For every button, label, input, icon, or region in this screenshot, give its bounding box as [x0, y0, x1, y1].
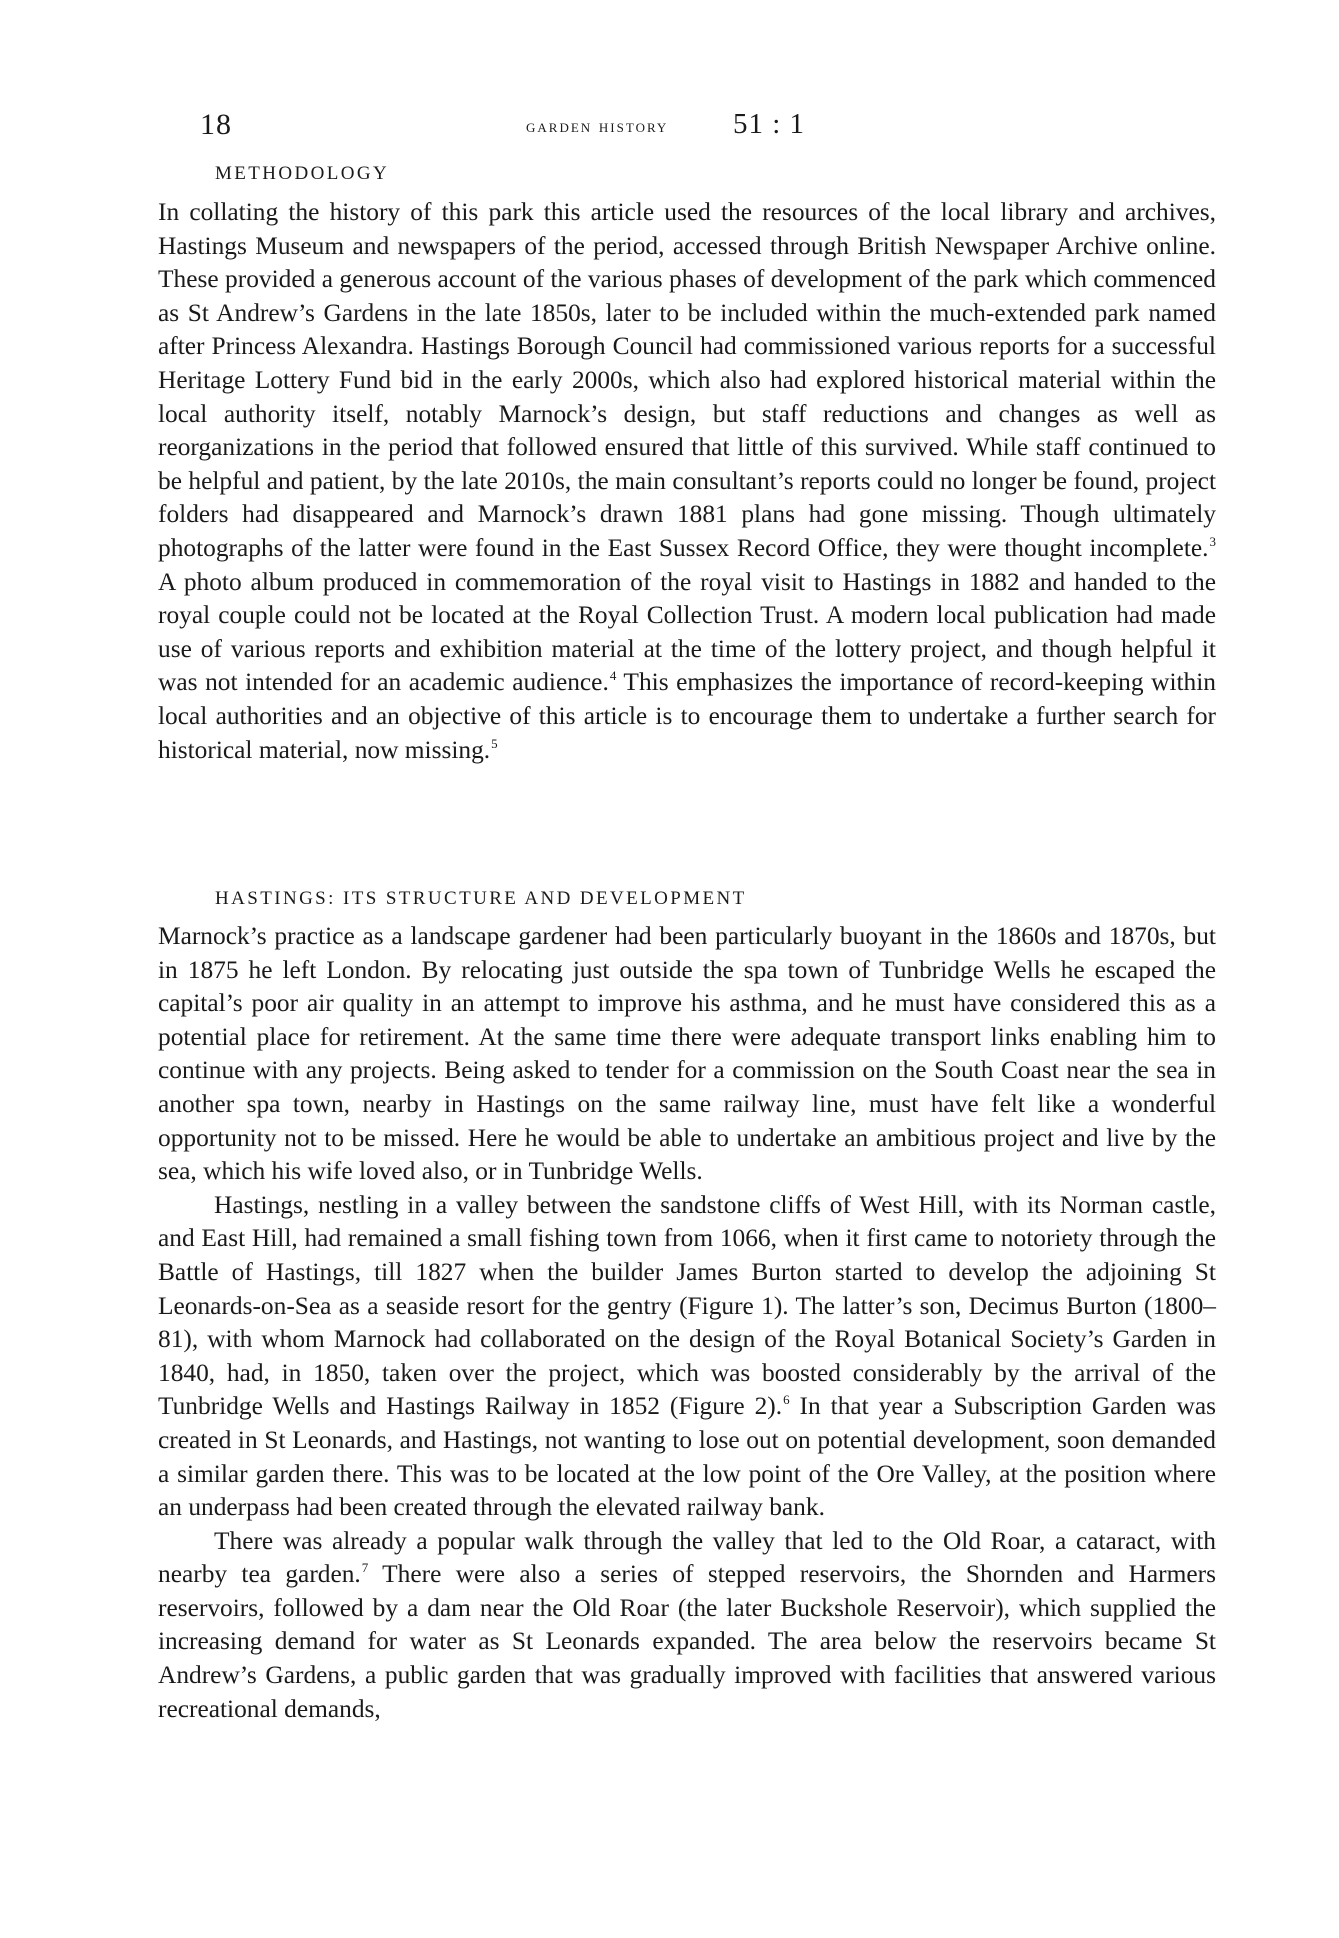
paragraph	[158, 1189, 1216, 1525]
section-heading-methodology: METHODOLOGY	[215, 163, 390, 184]
footnote-ref[interactable]: 3	[1209, 533, 1216, 549]
hastings-body	[158, 920, 1216, 1726]
page-number: 18	[200, 108, 232, 141]
text-run: There were also a series of stepped reservoirs, the Shornden and Harmers reservoirs, followed by a dam near the Old Roar (the later Buckshole Reservoir), which supplied the increasing demand for water as St Leonards expanded. The area below the reservoirs became St Andrew’s Gardens, a public garden that was gradually improved with facilities that answered various recreational demands,	[158, 1560, 1216, 1723]
text-run: In that year a Subscription Garden was created in St Leonards, and Hastings, not wanting to lose out on potential development, soon demanded a similar garden there. This was to be located at the low point of the Ore Valley, at the position where an underpass had been created through the elevated railway bank.	[158, 1392, 1216, 1522]
footnote-ref[interactable]: 6	[783, 1392, 790, 1408]
text-run: A photo album produced in commemoration of the royal visit to Hastings in 1882 and handed to the royal couple could not be located at the Royal Collection Trust. A modern local publication had made use of various reports and exhibition material at the time of the lottery project, and though helpful it was not intended for an academic audience.	[158, 567, 1216, 697]
text-run: In collating the history of this park this article used the resources of the local library and archives, Hastings Museum and newspapers of the period, accessed through British Newspaper Archive online. These provided a generous account of the various phases of development of the park which commenced as St Andrew’s Gardens in the late 1850s, later to be included within the much-extended park named after Princess Alexandra. Hastings Borough Council had commissioned various reports for a successful Heritage Lottery Fund bid in the early 2000s, which also had explored historical material within the local authority itself, notably Marnock’s design, but staff reductions and changes as well as reorganizations in the period that followed ensured that little of this survived. While staff continued to be helpful and patient, by the late 2010s, the main consultant’s reports could no longer be found, project folders had disappeared and Marnock’s drawn 1881 plans had gone missing. Though ultimately photographs of the latter were found in the East Sussex Record Office, they were thought incomplete.	[158, 198, 1216, 562]
paragraph	[158, 1525, 1216, 1727]
paragraph	[158, 196, 1216, 767]
text-run: Hastings, nestling in a valley between the sandstone cliffs of West Hill, with its Norman castle, and East Hill, had remained a small fishing town from 1066, when it first came to notoriety through the Battle of Hastings, till 1827 when the builder James Burton started to develop the adjoining St Leonards-on-Sea as a seaside resort for the gentry (Figure 1). The latter’s son, Decimus Burton (1800–81), with whom Marnock had collaborated on the design of the Royal Botanical Society’s Garden in 1840, had, in 1850, taken over the project, which was boosted considerably by the arrival of the Tunbridge Wells and Hastings Railway in 1852 (Figure 2).	[158, 1190, 1216, 1421]
running-head	[200, 108, 806, 148]
section-heading-hastings: HASTINGS: ITS STRUCTURE AND DEVELOPMENT	[215, 888, 747, 909]
footnote-ref[interactable]: 4	[609, 668, 617, 684]
text-run: This emphasizes the importance of record-keeping within local authorities and an objective of this article is to encourage them to undertake a further search for historical material, now missing.	[158, 668, 1216, 764]
methodology-body	[158, 196, 1216, 767]
issue-number: 51 : 1	[733, 108, 806, 140]
paragraph: Marnock’s practice as a landscape gardener had been particularly buoyant in the 1860s and 1870s, but in 1875 he left London. By relocating just outside the spa town of Tunbridge Wells he escaped the capital’s poor air quality in an attempt to improve his asthma, and he must have considered this as a potential place for retirement. At the same time there were adequate transport links enabling him to continue with any projects. Being asked to tender for a commission on the South Coast near the sea in another spa town, nearby in Hastings on the same railway line, must have felt like a wonderful opportunity not to be missed. Here he would be able to undertake an ambitious project and live by the sea, which his wife loved also, or in Tunbridge Wells.	[158, 922, 1216, 1186]
text-run: There was already a popular walk through the valley that led to the Old Roar, a cataract, with nearby tea garden.	[158, 1526, 1216, 1589]
journal-title: garden history	[526, 116, 669, 137]
footnote-ref[interactable]: 7	[361, 1560, 369, 1576]
footnote-ref[interactable]: 5	[491, 735, 498, 751]
